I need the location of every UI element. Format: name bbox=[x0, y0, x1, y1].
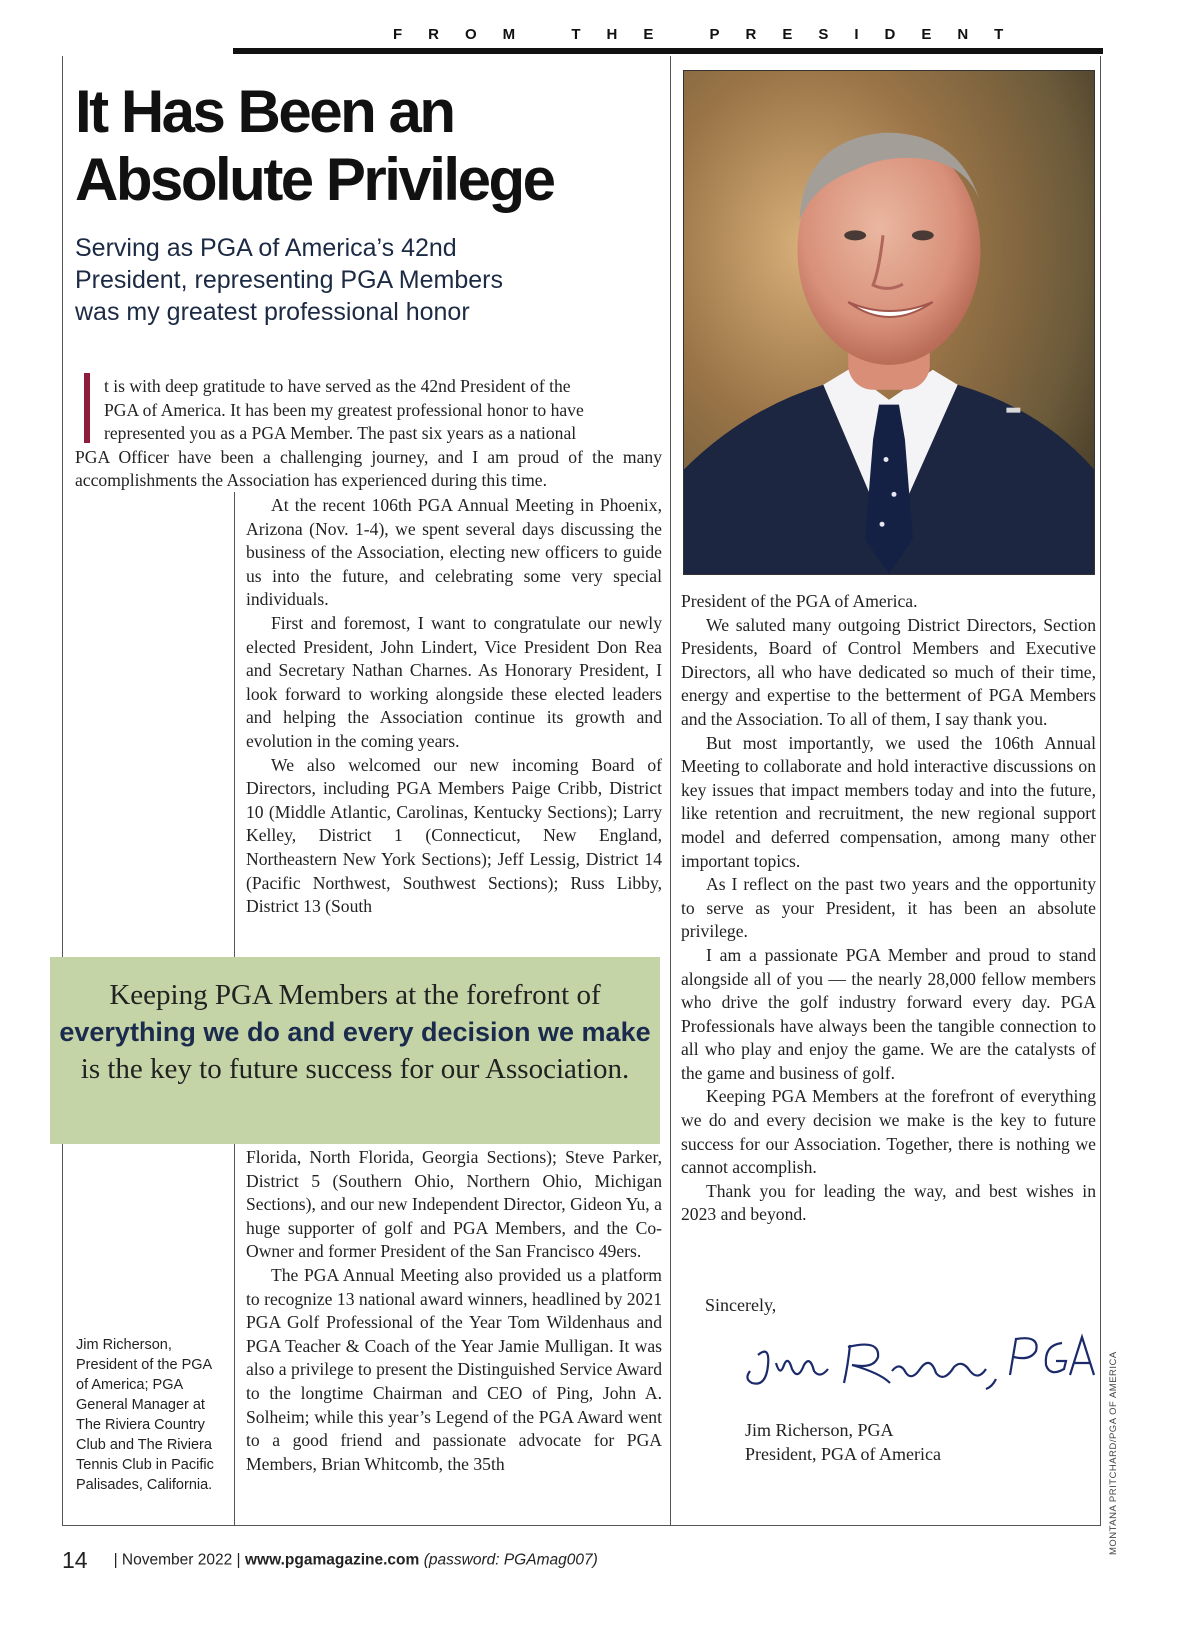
frame-left-border bbox=[62, 56, 63, 1526]
deck-line-3: was my greatest professional honor bbox=[75, 298, 470, 326]
body-paragraph: But most importantly, we used the 106th Annual Meeting to collaborate and hold interactive discussions on key issues that impact members today and into the future, like retention and recruitment, the new regional support model and deferred compensation, among many other important topics. bbox=[681, 732, 1096, 871]
photo-credit: MONTANA PRITCHARD/PGA OF AMERICA bbox=[1108, 1351, 1119, 1555]
deck-line-2: President, representing PGA Members bbox=[75, 266, 503, 294]
photo-caption: Jim Richerson, President of the PGA of America; PGA General Manager at The Riviera Country Club and The Riviera Tennis Club in Pacific Palisades, California. bbox=[76, 1337, 214, 1493]
body-paragraph: At the recent 106th PGA Annual Meeting in Phoenix, Arizona (Nov. 1-4), we spent several days discussing the business of the Association, electing new officers to guide us into the future, and celebrating some very special individuals. bbox=[246, 495, 662, 610]
headline-line-2: Absolute Privilege bbox=[75, 146, 554, 213]
lead-line-1: t is with deep gratitude to have served as the 42nd President of the bbox=[104, 376, 571, 396]
signer-name: Jim Richerson, PGA bbox=[745, 1420, 894, 1440]
body-paragraph: Florida, North Florida, Georgia Sections); Steve Parker, District 5 (Southern Ohio, Northern Ohio, Michigan Sections), and our new Independent Director, Gideon Yu, a huge supporter of golf and PGA Members, and the Co-Owner and former President of the San Francisco 49ers. bbox=[246, 1147, 662, 1262]
lead-rest: PGA Officer have been a challenging journey, and I am proud of the many accomplishments the Association has experienced during this time. bbox=[75, 446, 662, 491]
issue-date: | November 2022 | bbox=[113, 1551, 241, 1569]
lead-paragraph bbox=[75, 375, 662, 493]
body-paragraph: We saluted many outgoing District Directors, Section Presidents, Board of Control Members and Executive Directors, all who have dedicated so much of their time, energy and expertise to the betterment of PGA Members and the Association. To all of them, I say thank you. bbox=[681, 614, 1096, 729]
password-note: (password: PGAmag007) bbox=[423, 1551, 598, 1569]
body-paragraph: I am a passionate PGA Member and proud to stand alongside all of you — the nearly 28,000 fellow members who drive the golf industry forward every day. PGA Professionals have always been the tangible connection to all who play and enjoy the game. We are the catalysts of the game and business of golf. bbox=[681, 944, 1096, 1083]
deck-line-1: Serving as PGA of America’s 42nd bbox=[75, 234, 457, 262]
body-paragraph: As I reflect on the past two years and the opportunity to serve as your President, it has been an absolute privilege. bbox=[681, 874, 1096, 942]
portrait-illustration bbox=[684, 71, 1094, 574]
body-paragraph: The PGA Annual Meeting also provided us a platform to recognize 13 national award winners, headlined by 2021 PGA Golf Professional of the Year Tom Wildenhaus and PGA Teacher & Coach of the Year Jamie Mulligan. It was also a privilege to present the Distinguished Service Award to the longtime Chairman and CEO of Ping, John A. Solheim; while this year’s Legend of the PGA Award went to a good friend and passionate advocate for PGA Members, Brian Whitcomb, the 35th bbox=[246, 1264, 662, 1474]
top-rule bbox=[233, 48, 1103, 54]
column-divider bbox=[670, 56, 671, 1526]
column-a-lower bbox=[246, 1146, 662, 1476]
signer-title: President, PGA of America bbox=[745, 1444, 941, 1464]
column-b bbox=[681, 590, 1096, 1227]
column-a-upper bbox=[246, 494, 662, 919]
frame-right-border bbox=[1100, 56, 1101, 1526]
frame-bottom-border bbox=[62, 1525, 1101, 1526]
section-label: FROM THE PRESIDENT bbox=[393, 26, 1030, 43]
signoff: Sincerely, bbox=[705, 1295, 777, 1315]
page-number: 14 bbox=[62, 1547, 88, 1573]
pull-quote-emphasis: everything we do and every decision we make bbox=[59, 1017, 651, 1047]
article-deck bbox=[75, 232, 665, 328]
body-paragraph: First and foremost, I want to congratulate our newly elected President, John Lindert, Vice President Don Rea and Secretary Nathan Charnes. As Honorary President, I look forward to working alongside these elected leaders and helping the Association continue its growth and evolution in the coming years. bbox=[246, 612, 662, 751]
magazine-url-link[interactable]: www.pgamagazine.com bbox=[245, 1551, 420, 1569]
handwritten-signature bbox=[740, 1325, 1100, 1405]
page-footer bbox=[62, 1547, 598, 1577]
body-paragraph: We also welcomed our new incoming Board of Directors, including PGA Members Paige Cribb, District 10 (Middle Atlantic, Carolinas, Kentucky Sections); Larry Kelley, District 1 (Connecticut, New England, Northeastern New York Sections); Jeff Lessig, District 14 (Pacific Northwest, Southwest Sections); Russ Libby, District 13 (South bbox=[246, 754, 662, 917]
body-paragraph: President of the PGA of America. bbox=[681, 591, 918, 611]
headline-line-1: It Has Been an bbox=[75, 78, 454, 145]
president-portrait-photo bbox=[683, 70, 1095, 575]
pull-quote bbox=[50, 957, 660, 1144]
lead-line-2: PGA of America. It has been my greatest professional honor to have bbox=[104, 399, 584, 420]
body-paragraph: Thank you for leading the way, and best wishes in 2023 and beyond. bbox=[681, 1180, 1096, 1225]
signature-block bbox=[745, 1418, 941, 1466]
lead-line-3: represented you as a PGA Member. The past six years as a national bbox=[104, 423, 577, 444]
body-paragraph: Keeping PGA Members at the forefront of everything we do and every decision we make is the key to future success for our Association. Together, there is nothing we cannot accomplish. bbox=[681, 1086, 1096, 1178]
pull-quote-part-1: Keeping PGA Members at the forefront of bbox=[109, 979, 601, 1011]
article-headline bbox=[75, 78, 665, 214]
pull-quote-part-3: is the key to future success for our Association. bbox=[80, 1053, 630, 1085]
